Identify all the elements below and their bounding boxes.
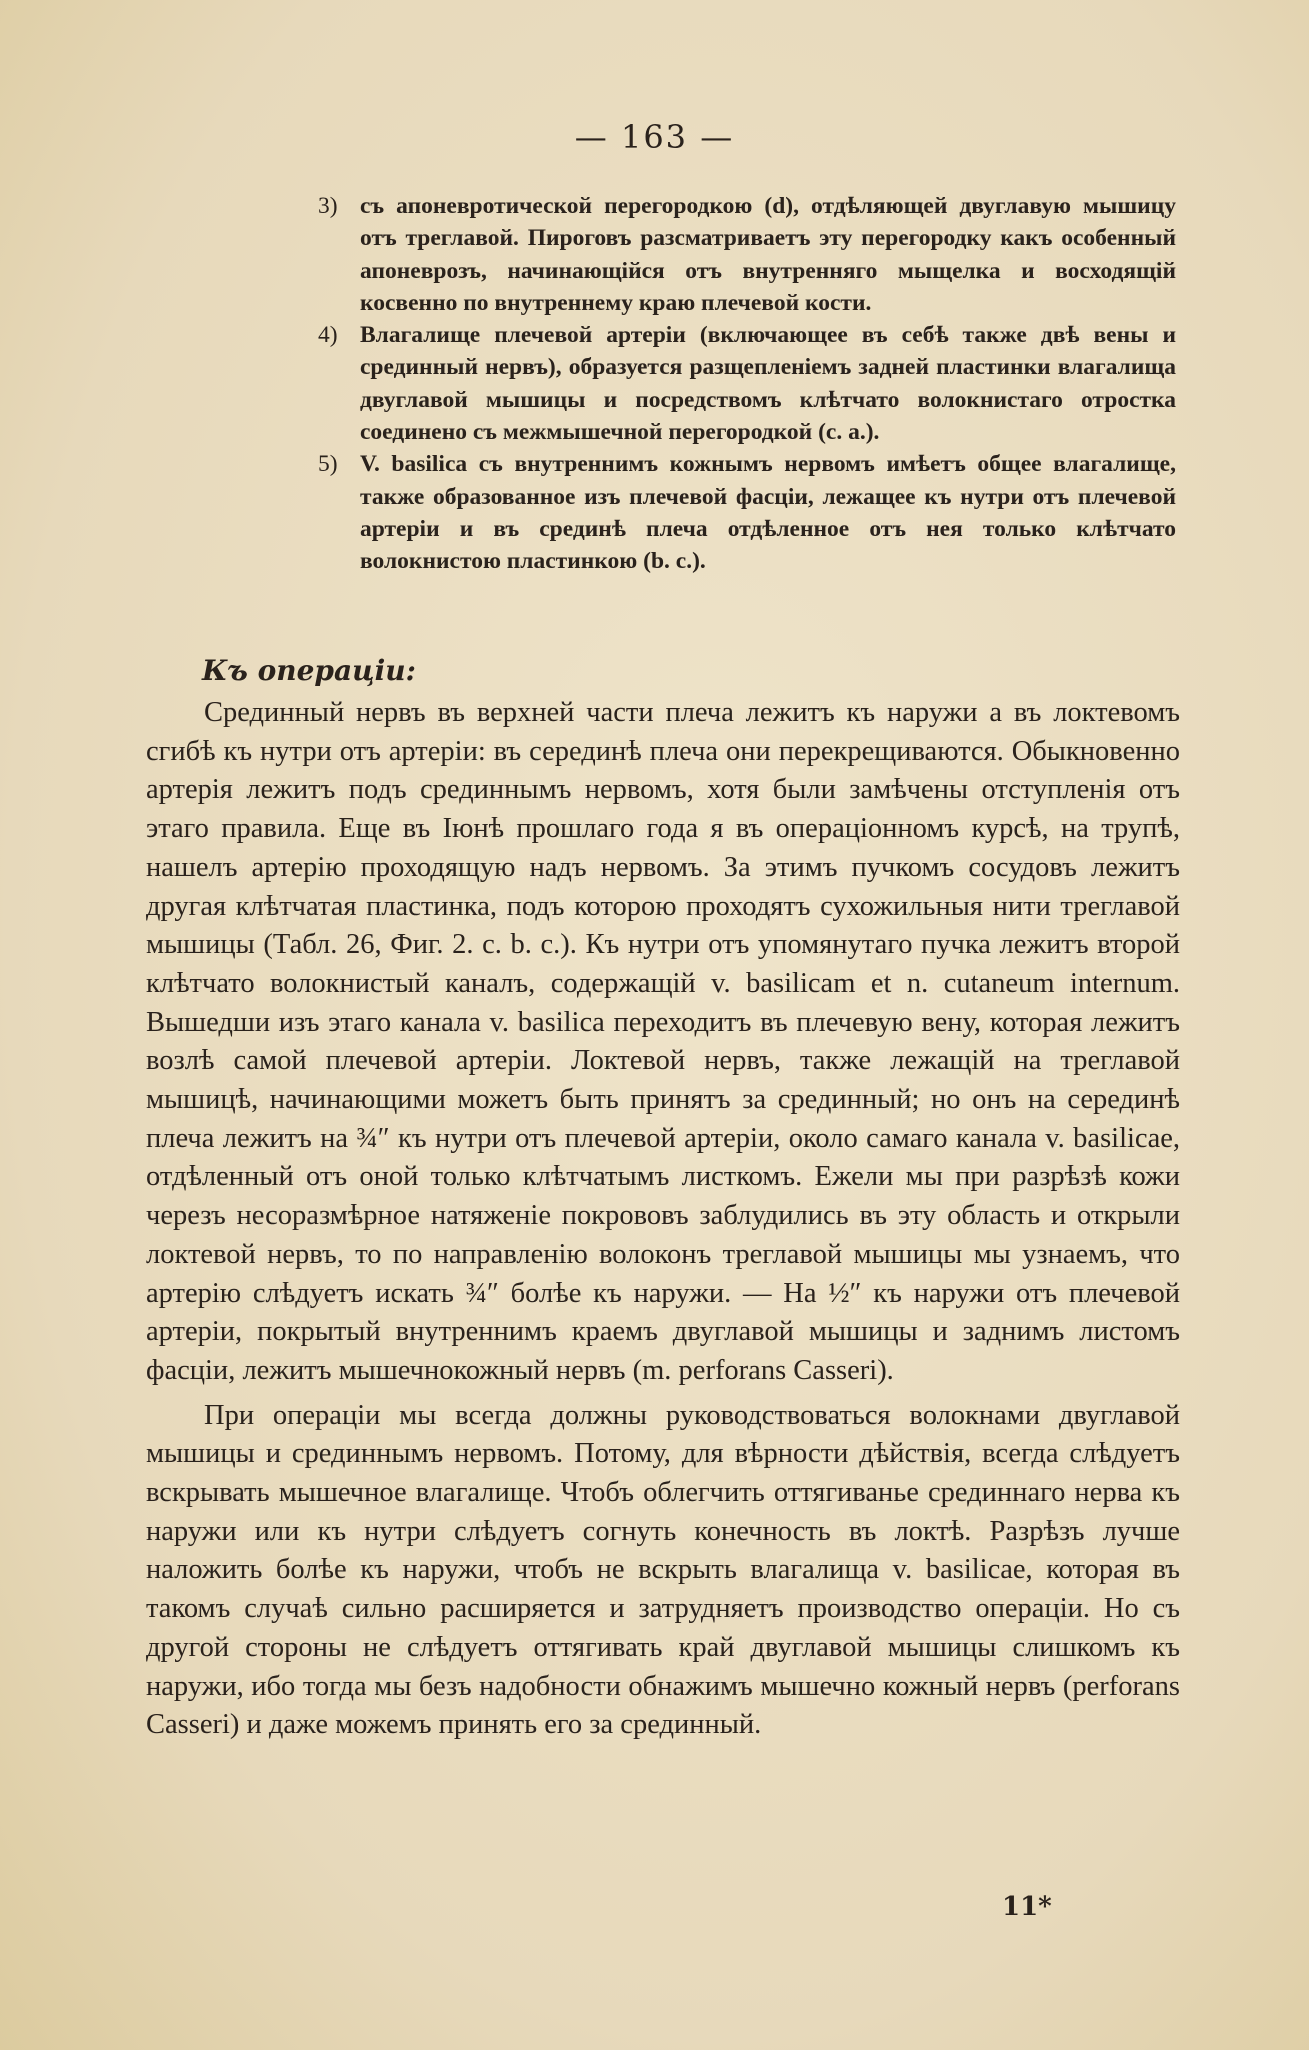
body-text xyxy=(146,694,1180,1745)
list-item xyxy=(318,319,1176,448)
item-text: съ апоневротической перегородкою (d), отдѣляющей двуглавую мышицу отъ треглавой. Пироговъ разсматриваетъ эту перегородку какъ особенный апоневрозъ, начинающійся отъ внутренняго мыщелка и восходящій косвенно по внутреннему краю плечевой кости. xyxy=(360,193,1176,316)
item-number: 4) xyxy=(318,322,338,349)
paragraph: При операціи мы всегда должны руководствоваться волокнами двуглавой мышицы и срединнымъ нервомъ. Потому, для вѣрности дѣйствія, всегда слѣдуетъ вскрывать мышечное влагалище. Чтобъ облегчить оттягиванье срединнаго нерва къ наружи или къ нутри слѣдуетъ согнуть конечность въ локтѣ. Разрѣзъ лучше наложить болѣе къ наружи, чтобъ не вскрыть влагалища v. basilicae, которая въ такомъ случаѣ сильно расширяется и затрудняетъ производство операціи. Но съ другой стороны не слѣдуетъ оттягивать край двуглавой мышицы слишкомъ къ наружи, ибо тогда мы безъ надобности обнажимъ мышечно кожный нервъ (perforans Casseri) и даже можемъ принять его за срединный. xyxy=(146,1399,1180,1741)
section-subheading: Къ операціи: xyxy=(202,654,416,687)
paragraph: Срединный нервъ въ верхней части плеча лежитъ къ наружи а въ локтевомъ сгибѣ къ нутри отъ артеріи: въ серединѣ плеча они перекрещиваются. Обыкновенно артерія лежитъ подъ срединнымъ нервомъ, хотя были замѣчены отступленія отъ этаго правила. Еще въ Іюнѣ прошлаго года я въ операціонномъ курсѣ, на трупѣ, нашелъ артерію проходящую надъ нервомъ. За этимъ пучкомъ сосудовъ лежитъ другая клѣтчатая пластинка, подъ которою проходятъ сухожильныя нити треглавой мышицы (Табл. 26, Фиг. 2. с. b. c.). Къ нутри отъ упомянутаго пучка лежитъ второй клѣтчато волокнистый каналъ, содержащій v. basilicam et n. cutaneum internum. Вышедши изъ этаго канала v. basilica переходитъ въ плечевую вену, которая лежитъ возлѣ самой плечевой артеріи. Локтевой нервъ, также лежащій на треглавой мышицѣ, начинающими можетъ быть принятъ за срединный; но онъ на серединѣ плеча лежитъ на ¾″ къ нутри отъ плечевой артеріи, около самаго канала v. basilicae, отдѣленный отъ оной только клѣтчатымъ листкомъ. Ежели мы при разрѣзѣ кожи черезъ несоразмѣрное натяженіе покрововъ заблудились въ эту область и открыли локтевой нервъ, то по направленію волоконъ треглавой мышицы мы узнаемъ, что артерію слѣдуетъ искать ¾″ болѣе къ наружи. — На ½″ къ наружи отъ плечевой артеріи, покрытый внутреннимъ краемъ двуглавой мышицы и заднимъ листомъ фасціи, лежитъ мышечнокожный нервъ (m. perforans Casseri). xyxy=(146,697,1180,1386)
item-text: Влагалище плечевой артеріи (включающее въ себѣ также двѣ вены и срединный нервъ), образуется разщепленіемъ задней пластинки влагалища двуглавой мышицы и посредствомъ клѣтчато волокнистаго отростка соединено съ межмышечной перегородкой (с. а.). xyxy=(360,322,1176,446)
list-item xyxy=(318,190,1176,319)
signature-mark: 11* xyxy=(1002,1892,1052,1922)
item-number: 3) xyxy=(318,193,338,219)
item-text: V. basilica съ внутреннимъ кожнымъ нервомъ имѣетъ общее влагалище, также образованное изъ плечевой фасціи, лежащее къ нутри отъ плечевой артеріи и въ срединѣ плеча отдѣленное отъ нея только клѣтчато волокнистою пластинкою (b. c.). xyxy=(360,451,1176,575)
item-number: 5) xyxy=(318,451,338,478)
numbered-list xyxy=(318,190,1176,578)
list-item xyxy=(318,448,1176,577)
page-number: — 163 — xyxy=(574,118,735,156)
